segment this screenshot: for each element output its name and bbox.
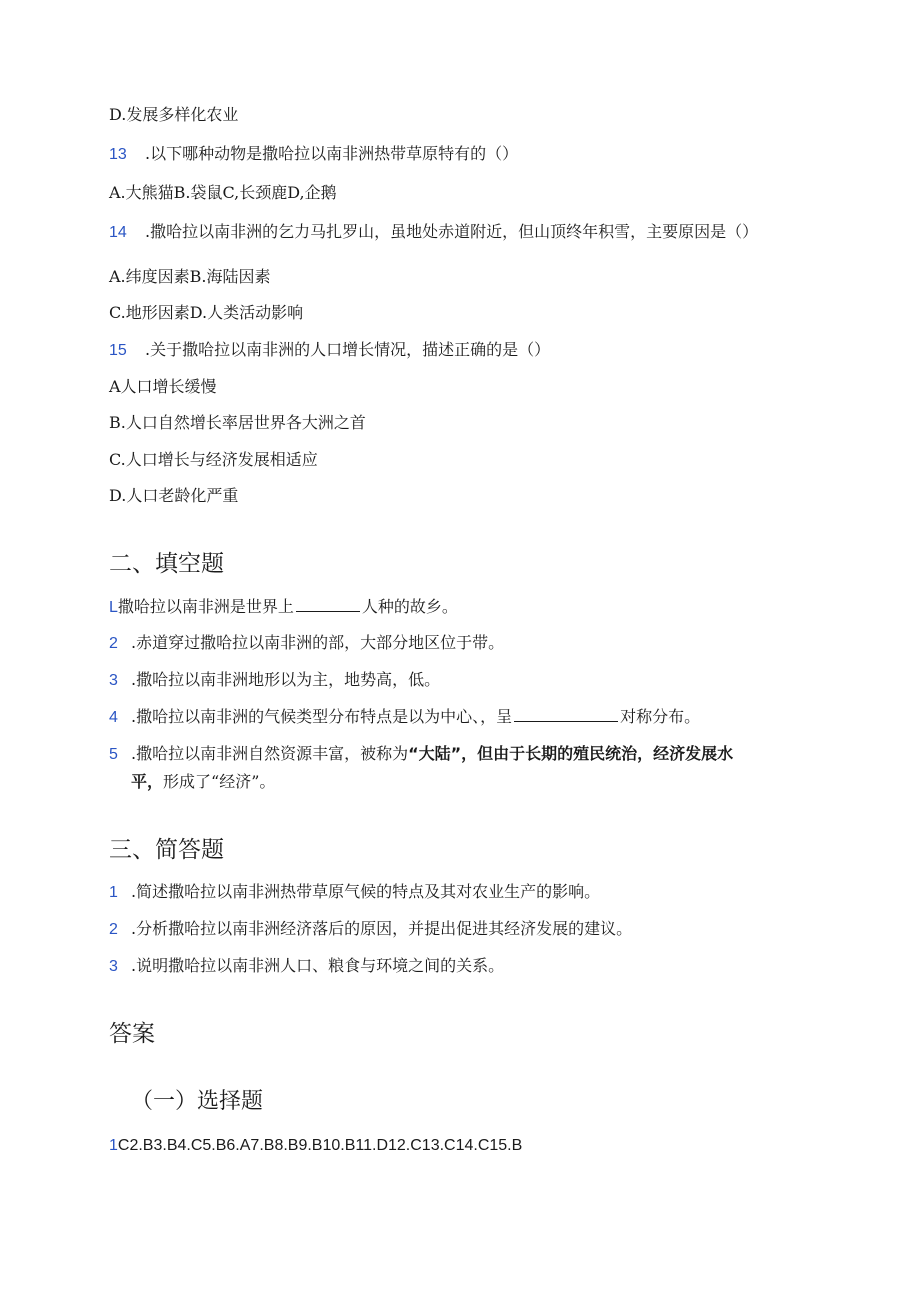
question-13 <box>109 144 518 165</box>
answers-heading: 答案 <box>109 1021 155 1047</box>
short-answer-heading: 三、简答题 <box>109 837 224 863</box>
question-number: 2 <box>109 635 118 652</box>
question-number: 15 <box>109 342 127 359</box>
question-text: .撒哈拉以南非洲地形以为主，地势高，低。 <box>131 670 441 689</box>
fill-question-5-continued <box>131 772 275 792</box>
fill-question-1 <box>109 597 458 618</box>
question-text: .撒哈拉以南非洲自然资源丰富，被称为 <box>131 744 409 763</box>
answer-key <box>109 1136 522 1156</box>
question-text-after: 对称分布。 <box>620 707 701 726</box>
question-text: 形成了“经济”。 <box>163 772 276 791</box>
question-text: .赤道穿过撒哈拉以南非洲的部，大部分地区位于带。 <box>131 633 505 652</box>
question-number: 3 <box>109 672 118 689</box>
question-text: .分析撒哈拉以南非洲经济落后的原因，并提出促进其经济发展的建议。 <box>131 919 633 938</box>
q15-option-b: B.人口自然增长率居世界各大洲之首 <box>109 413 366 432</box>
fill-question-2 <box>109 633 504 654</box>
question-15 <box>109 340 550 361</box>
answer-key-text: C2.B3.B4.C5.B6.A7.B8.B9.B10.B11.D12.C13.C14.C15.B <box>117 1137 523 1154</box>
question-number: 2 <box>109 921 118 938</box>
q15-option-d: D.人口老龄化严重 <box>109 486 239 505</box>
question-text: .关于撒哈拉以南非洲的人口增长情况，描述正确的是（） <box>145 340 551 359</box>
fill-question-3 <box>109 670 440 691</box>
question-number: 5 <box>109 746 118 763</box>
question-text-bold: “大陆”，但由于长期的殖民统治，经济发展水 <box>408 744 734 763</box>
question-text-before: 撒哈拉以南非洲是世界上 <box>117 597 294 616</box>
question-text-after: 人种的故乡。 <box>361 597 458 616</box>
short-question-3 <box>109 956 504 977</box>
question-number: 1 <box>109 884 118 901</box>
fill-in-heading: 二、填空题 <box>109 551 224 577</box>
answer-blank <box>514 707 618 722</box>
question-number: 3 <box>109 958 118 975</box>
question-number: 13 <box>109 146 127 163</box>
question-number: L <box>109 599 118 616</box>
q14-options-ab: A.纬度因素B.海陆因素 <box>109 267 271 286</box>
q15-option-a: A人口增长缓慢 <box>109 377 217 396</box>
question-text-bold: 平， <box>131 772 164 791</box>
short-question-1 <box>109 882 600 903</box>
question-number: 14 <box>109 224 127 241</box>
fill-question-4 <box>109 707 700 728</box>
answer-blank <box>296 597 360 612</box>
question-text-before: .撒哈拉以南非洲的气候类型分布特点是以为中心、，呈 <box>131 707 513 726</box>
question-text: .说明撒哈拉以南非洲人口、粮食与环境之间的关系。 <box>131 956 505 975</box>
question-text: .撒哈拉以南非洲的乞力马扎罗山，虽地处赤道附近，但山顶终年积雪，主要原因是（） <box>145 222 759 241</box>
q12-option-d: D.发展多样化农业 <box>109 105 239 124</box>
short-question-2 <box>109 919 632 940</box>
q13-options: A.大熊猫B.袋鼠C,长颈鹿D,企鹅 <box>109 183 337 202</box>
question-number: 1 <box>109 1137 118 1154</box>
q15-option-c: C.人口增长与经济发展相适应 <box>109 450 318 469</box>
question-14 <box>109 222 758 243</box>
question-text: .简述撒哈拉以南非洲热带草原气候的特点及其对农业生产的影响。 <box>131 882 601 901</box>
answers-subheading: （一）选择题 <box>131 1089 264 1114</box>
q14-options-cd: C.地形因素D.人类活动影响 <box>109 303 304 322</box>
fill-question-5 <box>109 744 733 765</box>
question-number: 4 <box>109 709 118 726</box>
question-text: .以下哪种动物是撒哈拉以南非洲热带草原特有的（） <box>145 144 519 163</box>
